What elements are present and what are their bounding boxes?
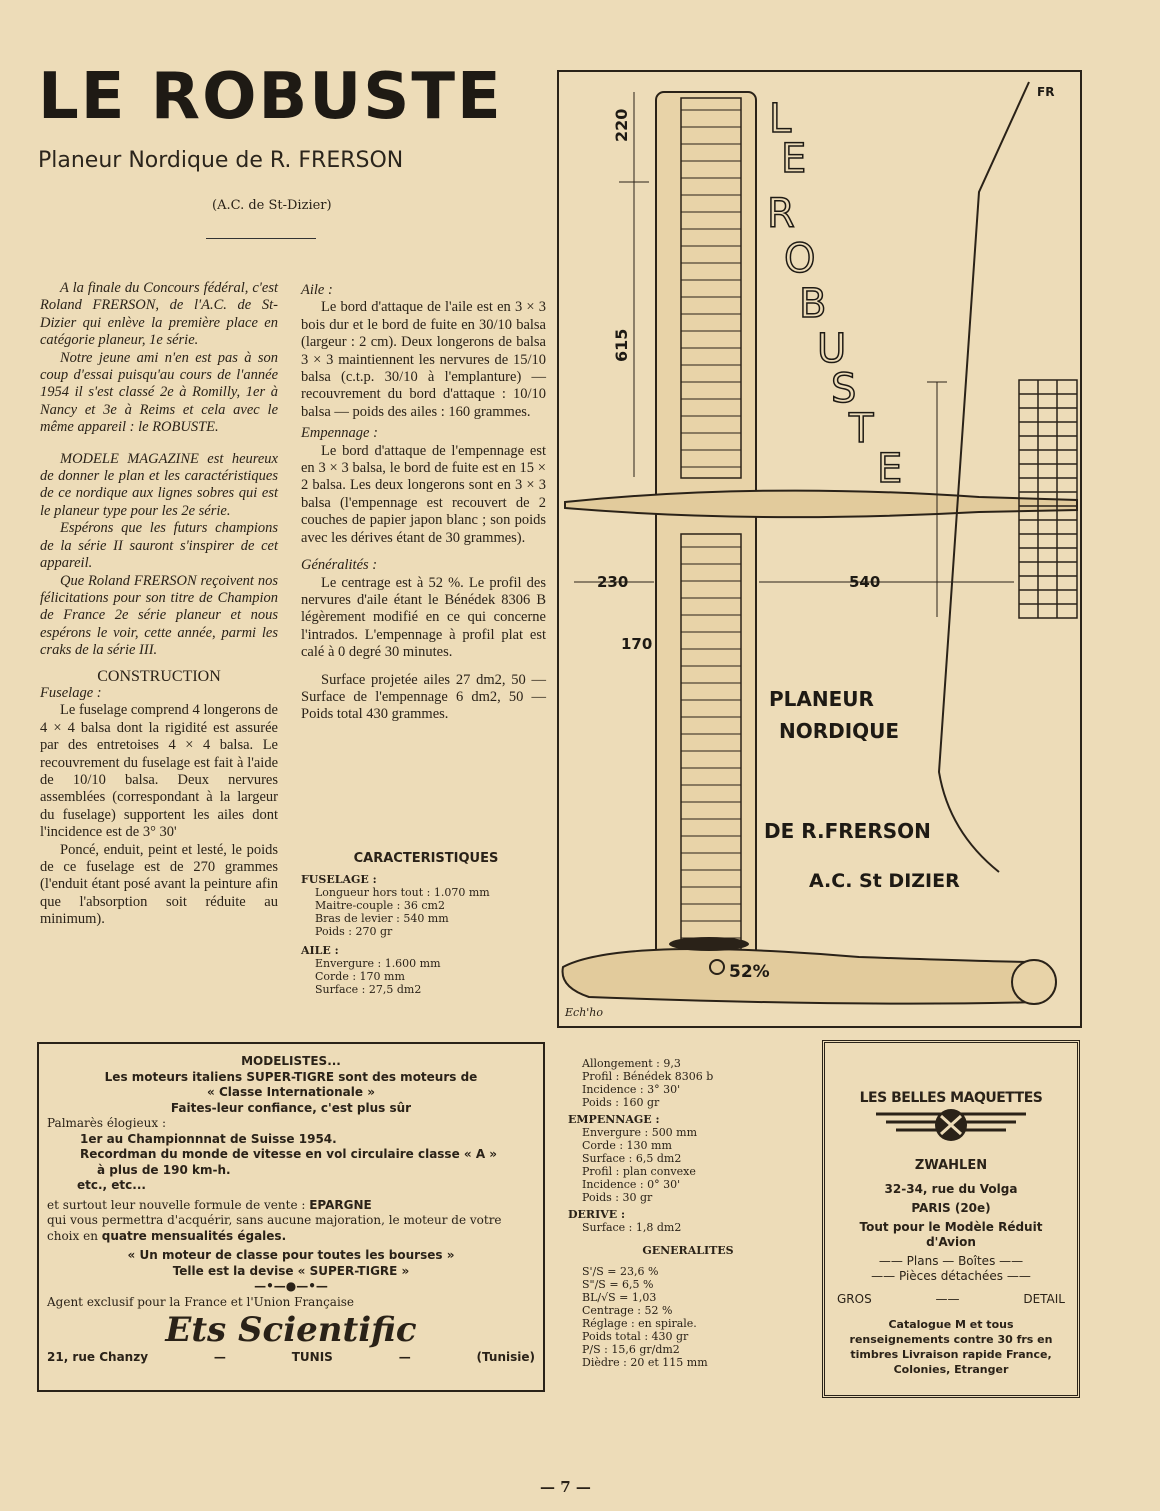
ad-detail: DETAIL (1023, 1292, 1065, 1306)
fuselage-side-view (563, 949, 1049, 1004)
shop-logo: LES BELLES MAQUETTES (859, 1090, 1043, 1106)
tail-fin-side (1012, 960, 1056, 1004)
spec-line: Maitre-couple : 36 cm2 (315, 899, 445, 912)
divider (206, 238, 316, 239)
ad-highlight: quatre mensualités égales. (101, 1228, 287, 1243)
signature: Ech'ho (565, 1006, 604, 1019)
spec-line: Corde : 170 mm (315, 970, 405, 983)
spec-line: Surface : 27,5 dm2 (315, 983, 422, 996)
spec-line: Longueur hors tout : 1.070 mm (315, 886, 490, 899)
page-number: — 7 — (540, 1478, 591, 1496)
specs-title: CARACTERISTIQUES (353, 851, 499, 866)
ad-line: —— Plans — Boîtes —— (878, 1254, 1024, 1268)
spec-line: Allongement : 9,3 (582, 1057, 681, 1070)
subsection-heading: Aile : (301, 282, 333, 298)
spec-line: Profil : Bénédek 8306 b (582, 1070, 714, 1083)
section-heading: CONSTRUCTION (97, 667, 221, 685)
club-name: (A.C. de St-Dizier) (212, 198, 332, 213)
spec-heading: AILE : (301, 944, 339, 957)
paragraph: MODELE MAGAZINE est heureux de donner le plan et les caractéristiques de ce nordique aux lignes sobres qui est le planeur type pour les 2e série. (40, 450, 278, 519)
title-letter: B (799, 281, 827, 327)
caption-author: DE R.FRERSON (764, 819, 931, 843)
title-letter: S (831, 366, 857, 412)
shop-city: PARIS (20e) (911, 1201, 991, 1215)
ad-highlight: EPARGNE (309, 1197, 372, 1212)
spec-line: Envergure : 1.600 mm (315, 957, 441, 970)
separator: — (398, 1350, 411, 1364)
ad-line: —— Pièces détachées —— (871, 1269, 1031, 1283)
spec-heading: EMPENNAGE : (568, 1113, 660, 1126)
ad-slogan: « Un moteur de classe pour toutes les bourses » (127, 1248, 455, 1262)
spec-line: P/S : 15,6 gr/dm2 (582, 1343, 680, 1356)
super-tigre-advertisement (37, 1042, 545, 1392)
article-column-1 (40, 280, 278, 929)
spec-line: Corde : 130 mm (582, 1139, 672, 1152)
paragraph: Poncé, enduit, peint et lesté, le poids de ce fuselage est de 270 grammes (l'enduit étant posé avant la peinture afin que l'absorption soit réduite au minimum). (40, 841, 278, 928)
ad-line: Palmarès élogieux : (47, 1116, 167, 1130)
separator: — (213, 1350, 226, 1364)
wing-profile (669, 937, 749, 951)
ornament: —•—●—•— (254, 1279, 328, 1293)
spec-line: Profil : plan convexe (582, 1165, 696, 1178)
ad-line: Agent exclusif pour la France et l'Union Française (47, 1294, 355, 1309)
ad-gros: GROS (837, 1292, 872, 1306)
spec-line: Envergure : 500 mm (582, 1126, 698, 1139)
caption-nordique: NORDIQUE (779, 719, 900, 743)
paragraph: Surface projetée ailes 27 dm2, 50 — Surface de l'empennage 6 dm2, 50 — Poids total 430 grammes. (301, 671, 546, 723)
title-letter: R (767, 191, 795, 237)
spec-line: Dièdre : 20 et 115 mm (582, 1356, 708, 1369)
ad-country: (Tunisie) (476, 1350, 535, 1364)
ad-line: 1er au Championnnat de Suisse 1954. (80, 1131, 337, 1146)
shop-name: ZWAHLEN (914, 1158, 988, 1173)
ad-slogan: Telle est la devise « SUPER-TIGRE » (172, 1263, 410, 1278)
spec-line: Poids : 30 gr (582, 1191, 653, 1204)
subsection-heading: Fuselage : (40, 684, 102, 701)
article-column-2 (301, 282, 546, 724)
title-letter: U (817, 326, 847, 372)
monogram: FR (1037, 85, 1055, 99)
spec-line: S'/S = 23,6 % (582, 1265, 659, 1278)
title-letter: L (769, 96, 792, 142)
shop-address: 32-34, rue du Volga (884, 1182, 1018, 1196)
subsection-heading: Généralités : (301, 557, 378, 574)
belles-maquettes-advertisement (822, 1040, 1080, 1398)
ad-line: etc., etc... (77, 1178, 146, 1192)
spec-heading: DERIVE : (568, 1208, 626, 1221)
article-title: LE ROBUSTE (38, 60, 503, 134)
wing-top-view (656, 92, 756, 982)
ad-line: Faites-leur confiance, c'est plus sûr (170, 1100, 412, 1115)
spec-line: Incidence : 0° 30' (582, 1178, 681, 1191)
spec-line: Centrage : 52 % (582, 1304, 673, 1317)
ad-address: 21, rue Chanzy (47, 1350, 149, 1364)
ad-line: MODELISTES... (241, 1054, 341, 1068)
glider-plan-drawing (557, 70, 1082, 1028)
dim-170: 170 (621, 635, 653, 653)
dim-540: 540 (849, 573, 881, 591)
fin-side-line (939, 82, 1029, 872)
spec-line: Poids : 270 gr (315, 925, 393, 938)
spec-line: Incidence : 3° 30' (582, 1083, 681, 1096)
spec-line: S"/S = 6,5 % (582, 1278, 654, 1291)
title-letter: O (784, 236, 816, 282)
paragraph: Le fuselage comprend 4 longerons de 4 × 4 balsa dont la rigidité est assurée par des entretoises 4 × 4 balsa. Le recouvrement du fuselage est fait à l'aide de 10/10 balsa. Deux nervures assemblées (correspondant à la largeur du fuselage) supportent les ailes dont l'incidence est de 3° 30' (40, 702, 278, 841)
ad-line: Catalogue M et tous renseignements contre 30 frs en timbres Livraison rapide France, Colonies, Etranger (849, 1318, 1053, 1376)
ad-line: et surtout leur nouvelle formule de vente : (47, 1197, 306, 1212)
caption-planeur: PLANEUR (769, 687, 874, 711)
ad-line: qui vous permettra d'acquérir, sans aucune majoration, le moteur de votre choix en (47, 1213, 502, 1243)
ad-city: TUNIS (291, 1350, 333, 1364)
fuselage-top-view (565, 491, 1077, 518)
specifications-part-2 (568, 1057, 808, 1369)
subsection-heading: Empennage : (301, 425, 378, 442)
paragraph: A la finale du Concours fédéral, c'est Roland FRERSON, de l'A.C. de St-Dizier qui enlève la première place en catégorie planeur, 1e série. (40, 280, 278, 349)
spec-line: Bras de levier : 540 mm (315, 912, 449, 925)
spec-heading: FUSELAGE : (301, 873, 377, 886)
dim-220: 220 (612, 108, 631, 142)
spec-line: Poids total : 430 gr (582, 1330, 689, 1343)
winged-emblem-icon (871, 1106, 1031, 1144)
paragraph: Le bord d'attaque de l'aile est en 3 × 3 bois dur et le bord de fuite en 30/10 balsa (largeur : 2 cm). Deux longerons de balsa 3 × 3 maintiennent les nervures de 15/10 balsa (c.t.p. 30/10 à l'emplanture) — recouvrement du bord d'attaque : 10/10 balsa — poids des ailes : 160 grammes. (301, 299, 546, 420)
caption-club: A.C. St DIZIER (809, 870, 960, 892)
ad-line: Les moteurs italiens SUPER-TIGRE sont des moteurs de (104, 1069, 478, 1084)
paragraph: Le bord d'attaque de l'empennage est en 3 × 3 balsa, le bord de fuite est en 15 × 2 balsa. Les deux longerons sont en 3 × 3 balsa (l'empennage est recouvert de 2 couches de papier japon blanc ; son poids avec les dérives étant de 30 grammes). (301, 442, 546, 546)
cg-label: 52% (729, 962, 770, 982)
spec-line: Surface : 1,8 dm2 (582, 1221, 682, 1234)
paragraph: Le centrage est à 52 %. Le profil des nervures d'aile étant le Bénédek 8306 B légèrement modifié en ce qui concerne l'intrados. L'empennage à profil plat est calé à 0 degré 30 minutes. (301, 574, 546, 661)
dim-615: 615 (612, 328, 631, 362)
article-subtitle: Planeur Nordique de R. FRERSON (38, 148, 404, 173)
title-letter: E (781, 136, 807, 182)
spec-line: BL/√S = 1,03 (582, 1291, 657, 1304)
spec-line: Réglage : en spirale. (582, 1317, 697, 1330)
vertical-title (767, 96, 902, 492)
spec-line: Poids : 160 gr (582, 1096, 660, 1109)
ad-line: Recordman du monde de vitesse en vol circulaire classe « A » (80, 1147, 498, 1161)
dim-230: 230 (597, 573, 629, 591)
separator: —— (935, 1292, 960, 1306)
spec-line: Surface : 6,5 dm2 (582, 1152, 682, 1165)
specifications-part-1 (301, 852, 551, 996)
plan-svg (559, 72, 1080, 1026)
paragraph: Notre jeune ami n'en est pas à son coup d'essai puisqu'au cours de l'année 1954 il s'est classé 2e à Romilly, 1er à Nancy et 3e à Reims et cela avec le même appareil : le ROBUSTE. (40, 349, 278, 436)
title-letter: E (877, 446, 903, 492)
spec-heading: GENERALITES (642, 1244, 734, 1257)
ad-line: « Classe Internationale » (207, 1085, 375, 1099)
ad-line: Tout pour le Modèle Réduit d'Avion (859, 1220, 1043, 1249)
paragraph: Que Roland FRERSON reçoivent nos félicitations pour son titre de Champion de France 2e série planeur et nous espérons le voir, cette année, parmi les craks de la série III. (40, 572, 278, 659)
ad-line: à plus de 190 km-h. (97, 1162, 231, 1177)
brand-logo: Ets Scientific (165, 1310, 417, 1350)
title-letter: T (849, 406, 874, 452)
paragraph: Espérons que les futurs champions de la série II sauront s'inspirer de cet appareil. (40, 520, 278, 572)
